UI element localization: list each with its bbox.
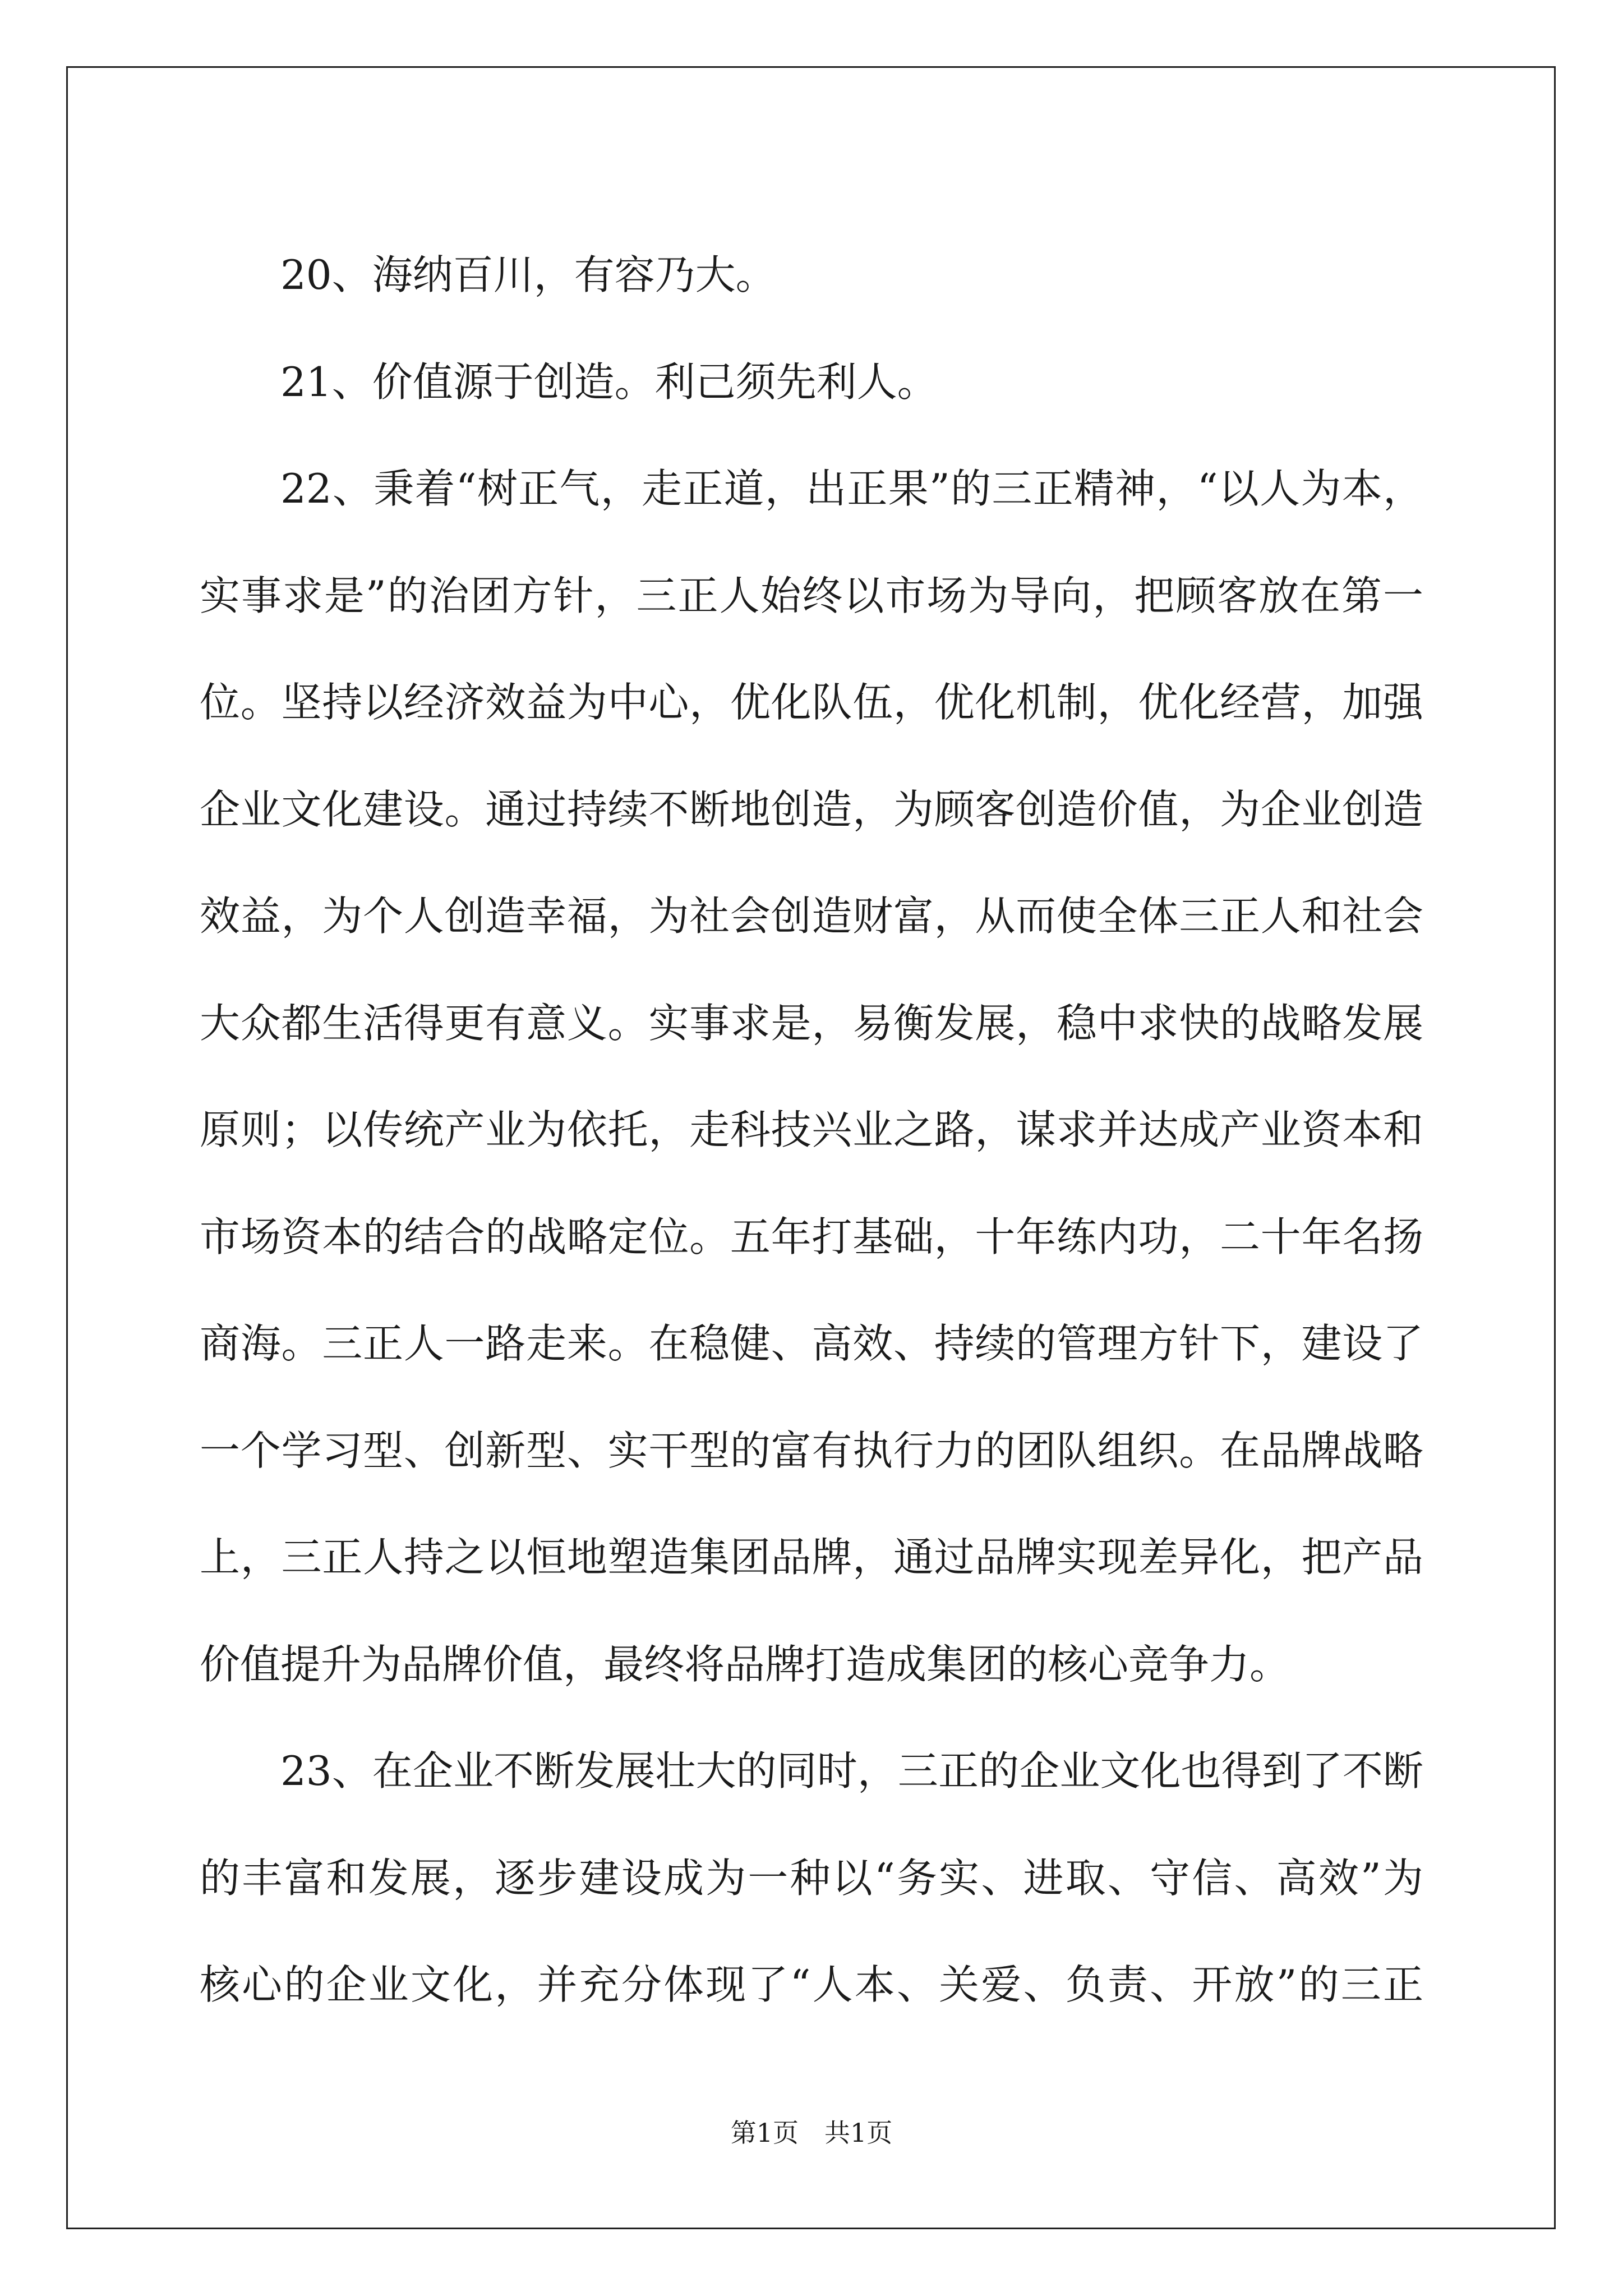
text-line: 的丰富和发展，逐步建设成为一种以“务实、进取、守信、高效”为 [200,1854,1423,1902]
page-number-footer: 第1页 共1页 [730,2118,893,2148]
text-line: 实事求是”的治团方针，三正人始终以市场为导向，把顾客放在第一 [200,572,1423,619]
text-line: 原则；以传统产业为依托，走科技兴业之路，谋求并达成产业资本和 [200,1106,1423,1153]
text-line: 21、价值源于创造。利己须先利人。 [280,358,938,406]
text-line: 23、在企业不断发展壮大的同时，三正的企业文化也得到了不断 [280,1747,1423,1795]
text-line: 一个学习型、创新型、实干型的富有执行力的团队组织。在品牌战略 [200,1427,1423,1474]
text-line: 22、秉着“树正气，走正道，出正果”的三正精神，“以人为本， [280,465,1423,512]
text-line: 20、海纳百川，有容乃大。 [280,251,776,298]
text-line: 效益，为个人创造幸福，为社会创造财富，从而使全体三正人和社会 [200,892,1423,940]
text-line: 价值提升为品牌价值，最终将品牌打造成集团的核心竞争力。 [200,1640,1290,1688]
text-line: 市场资本的结合的战略定位。五年打基础，十年练内功，二十年名扬 [200,1213,1423,1260]
document-body [200,222,1423,2039]
text-line: 核心的企业文化，并充分体现了“人本、关爱、负责、开放”的三正 [200,1961,1423,2008]
text-line: 大众都生活得更有意义。实事求是，易衡发展，稳中求快的战略发展 [200,999,1423,1047]
text-line: 商海。三正人一路走来。在稳健、高效、持续的管理方针下，建设了 [200,1320,1423,1367]
text-line: 位。坚持以经济效益为中心，优化队伍，优化机制，优化经营，加强 [200,679,1423,726]
text-line: 企业文化建设。通过持续不断地创造，为顾客创造价值，为企业创造 [200,785,1423,833]
text-line: 上，三正人持之以恒地塑造集团品牌，通过品牌实现差异化，把产品 [200,1534,1423,1581]
